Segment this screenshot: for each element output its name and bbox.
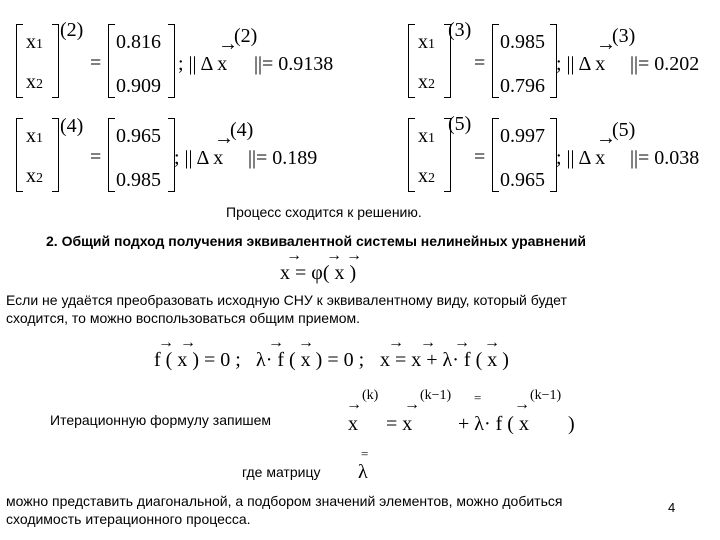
iteration-block-3 (404, 20, 714, 102)
equals-sign: = (474, 146, 486, 168)
arrow-icon: → (346, 247, 362, 264)
paragraph2-line-2: сходимость итерационного процесса. (6, 511, 251, 527)
iter-equals-x: = x (386, 413, 413, 435)
x2-label: x2 (26, 165, 43, 187)
x1-label: x1 (418, 125, 435, 147)
value-x1: 0.816 (116, 31, 161, 53)
equation-lambda-f-zero: λ· f ( x ) = 0 ; (256, 349, 365, 371)
arrow-icon: → (596, 127, 616, 149)
equals-sign: = (474, 52, 486, 74)
norm-superscript: (3) (612, 25, 636, 47)
x2-label: x2 (26, 71, 43, 93)
convergence-text: Процесс сходится к решению. (226, 204, 422, 220)
norm-value: ||= 0.189 (248, 147, 318, 169)
arrow-icon: → (268, 334, 284, 351)
iteration-label: Итерационную формулу запишем (50, 412, 272, 428)
equation-f-zero: f ( x ) = 0 ; (154, 349, 241, 371)
x1-label: x1 (26, 31, 43, 53)
equation-general-form: x = x + λ· f ( x ) (380, 349, 509, 371)
arrow-icon: → (420, 334, 436, 351)
value-x1: 0.965 (116, 125, 161, 147)
equals-sign: = (90, 52, 102, 74)
value-x2: 0.965 (500, 169, 545, 191)
iter-plus-term: + λ· f ( x (458, 413, 529, 435)
arrow-icon: → (514, 396, 530, 413)
superscript-k: (k) (362, 388, 379, 403)
iteration-block-5 (404, 114, 714, 196)
equivalent-system-equation: x = φ( x ) (280, 262, 357, 284)
arrow-icon: → (484, 334, 500, 351)
superscript-k-minus-1: (k−1) (530, 388, 562, 403)
value-x1: 0.985 (500, 31, 545, 53)
arrow-icon: → (298, 334, 314, 351)
arrow-icon: → (180, 334, 196, 351)
arrow-icon: → (326, 247, 342, 264)
iter-superscript: (4) (60, 115, 84, 137)
matrix-label: где матрицу (242, 464, 321, 480)
norm-superscript: (5) (612, 119, 636, 141)
iter-superscript: (2) (60, 19, 84, 41)
equals-sign: = (90, 146, 102, 168)
matrix-double-bar: = (474, 390, 482, 405)
x2-label: x2 (418, 71, 435, 93)
norm-value: ||= 0.038 (630, 147, 700, 169)
iter-superscript: (5) (448, 113, 472, 135)
norm-value: ||= 0.202 (630, 53, 700, 75)
page-number: 4 (668, 500, 676, 515)
x1-label: x1 (418, 31, 435, 53)
norm-delta: ; || Δ x (174, 147, 224, 169)
norm-delta: ; || Δ x (178, 53, 228, 75)
norm-value: ||= 0.9138 (254, 53, 334, 75)
arrow-icon: → (404, 396, 420, 413)
iter-close-paren: ) (568, 413, 575, 435)
lambda-symbol: λ (358, 461, 368, 483)
iter-x: x (348, 413, 358, 435)
paragraph2-line-1: можно представить диагональной, а подбором значений элементов, можно добиться (6, 493, 563, 509)
iteration-block-2 (12, 20, 372, 102)
iter-superscript: (3) (448, 19, 472, 41)
arrow-icon: → (596, 33, 616, 55)
norm-superscript: (4) (230, 119, 254, 141)
arrow-icon: → (218, 33, 238, 55)
x1-label: x1 (26, 125, 43, 147)
arrow-icon: → (454, 334, 470, 351)
arrow-icon: → (214, 127, 234, 149)
x2-label: x2 (418, 165, 435, 187)
section-title: 2. Общий подход получения эквивалентной системы нелинейных уравнений (46, 233, 586, 249)
norm-superscript: (2) (234, 25, 258, 47)
paragraph-line-2: сходится, то можно воспользоваться общим приемом. (6, 310, 361, 326)
value-x2: 0.985 (116, 169, 161, 191)
arrow-icon: → (286, 247, 302, 264)
superscript-k-minus-1: (k−1) (420, 388, 452, 403)
arrow-icon: → (388, 334, 404, 351)
value-x2: 0.796 (500, 75, 545, 97)
norm-delta: ; || Δ x (556, 53, 606, 75)
iteration-block-4 (12, 114, 372, 196)
arrow-icon: → (346, 396, 362, 413)
matrix-double-bar: = (361, 446, 369, 461)
arrow-icon: → (158, 334, 174, 351)
norm-delta: ; || Δ x (556, 147, 606, 169)
value-x2: 0.909 (116, 75, 161, 97)
value-x1: 0.997 (500, 125, 545, 147)
paragraph-line-1: Если не удаётся преобразовать исходную СНУ к эквивалентному виду, который будет (6, 292, 567, 308)
